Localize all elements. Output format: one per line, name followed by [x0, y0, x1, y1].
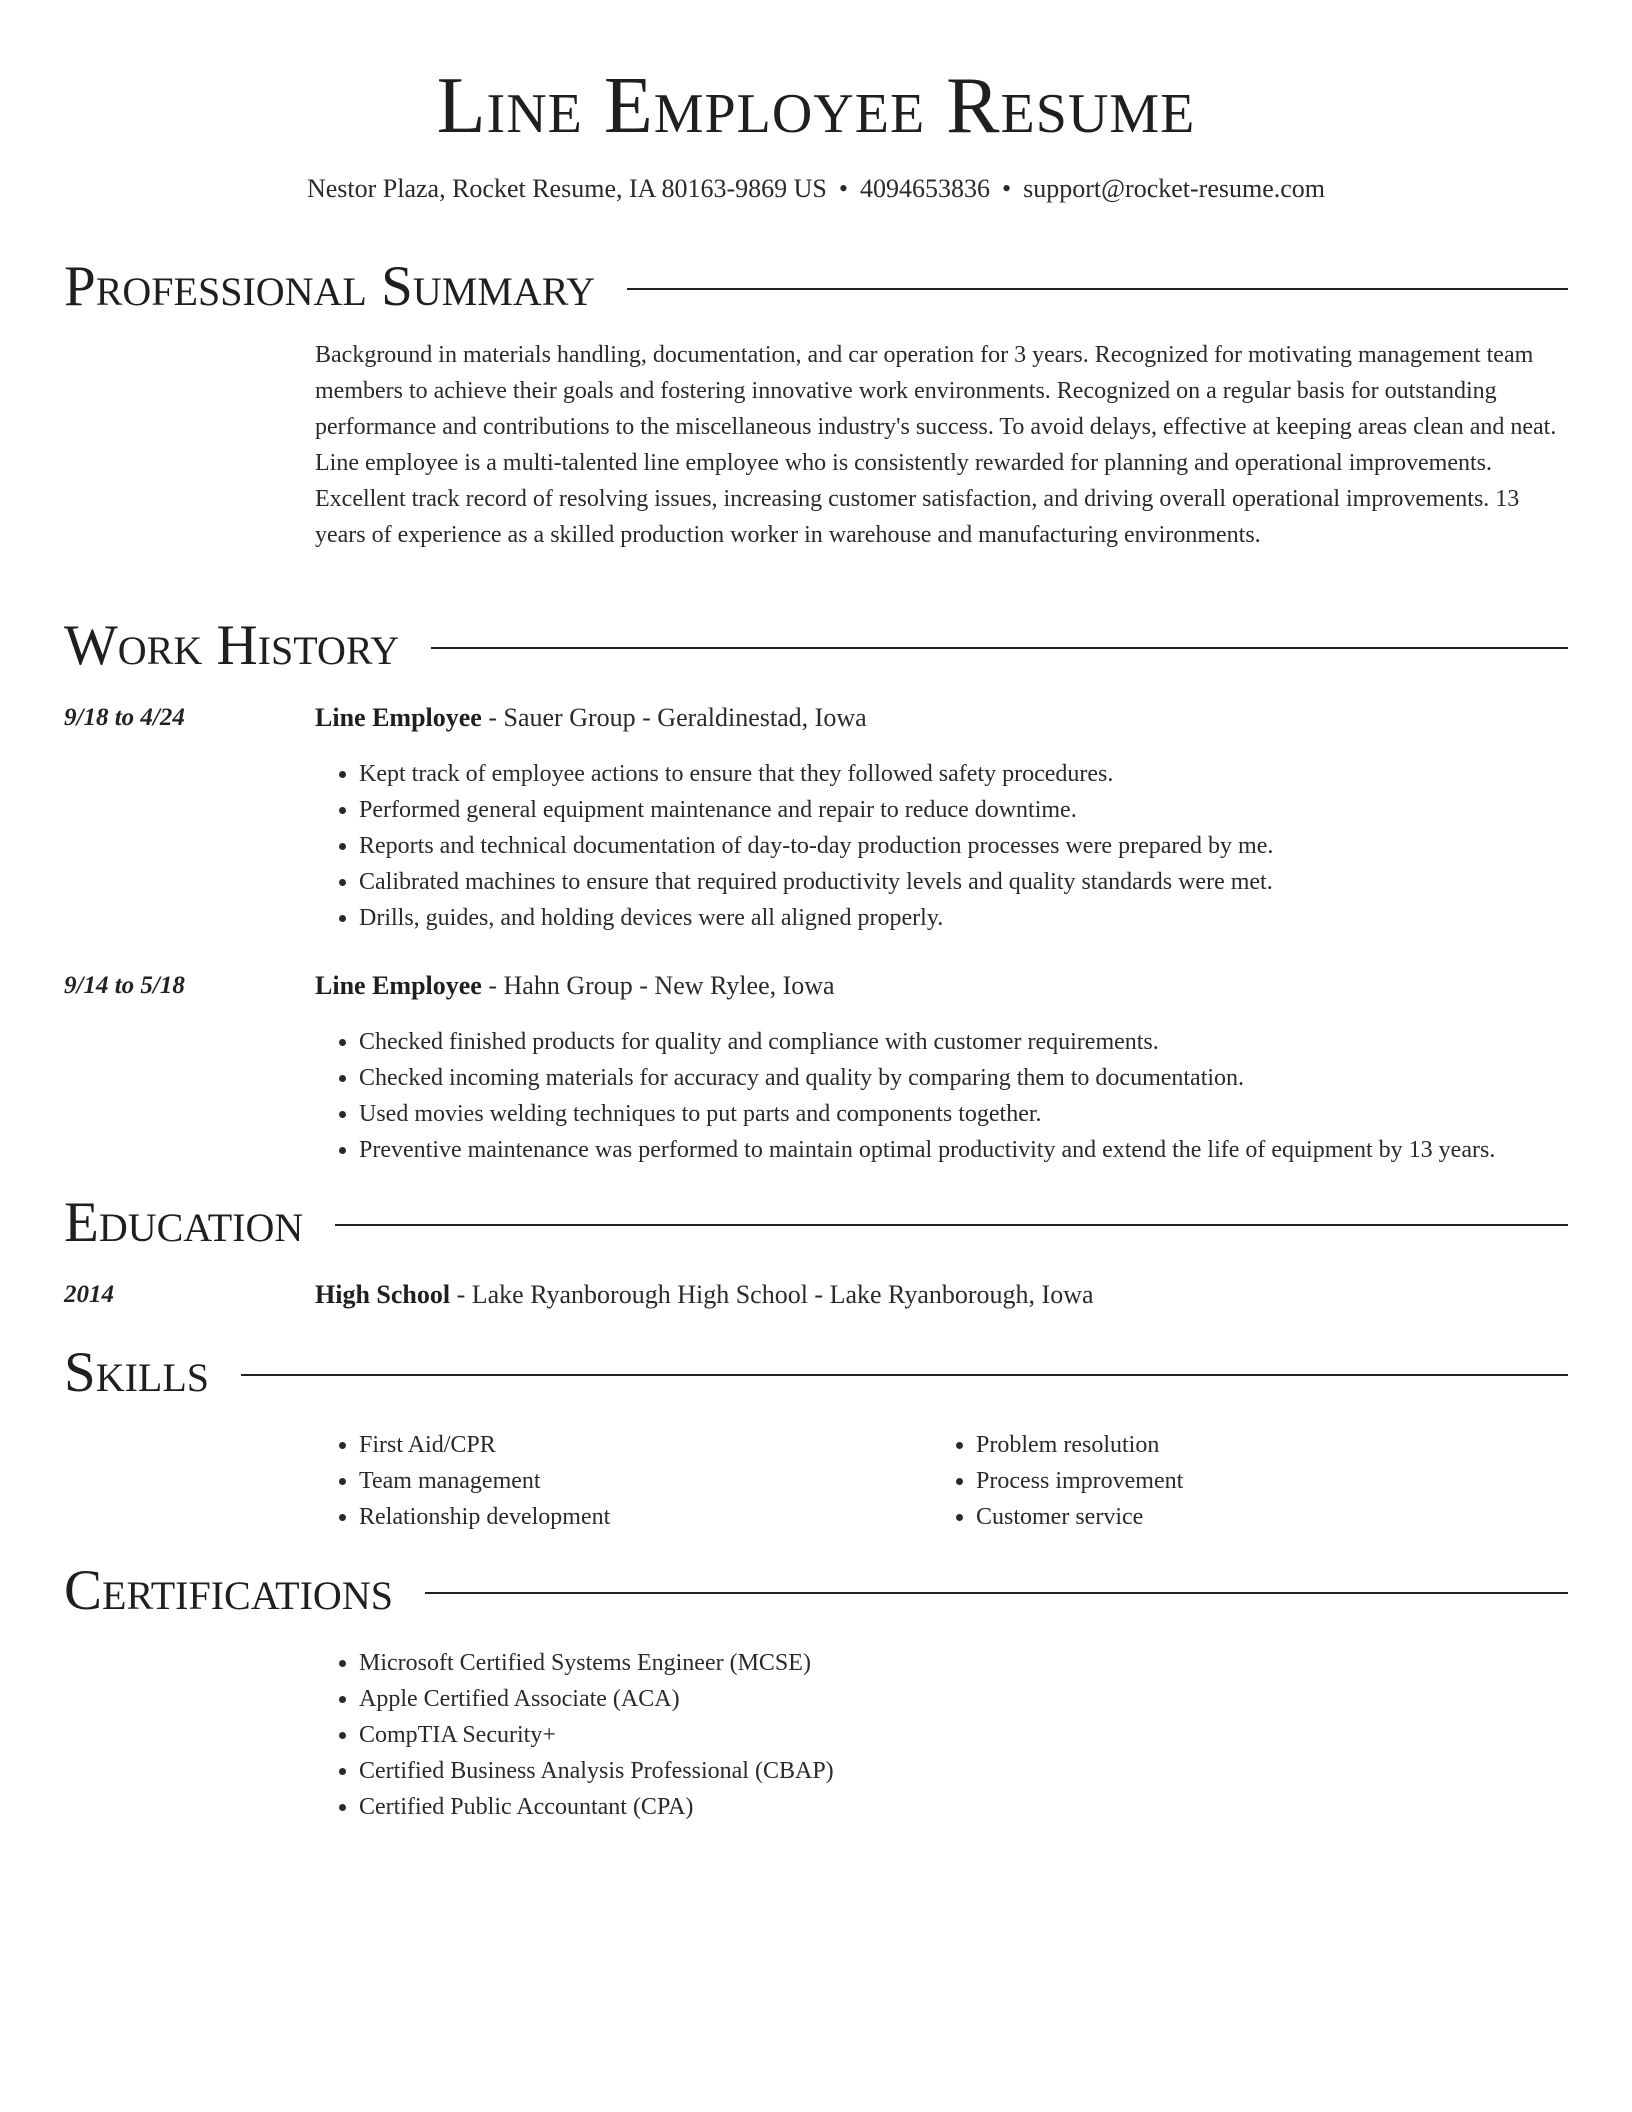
job-heading — [315, 700, 867, 736]
job-dates: 9/14 to 5/18 — [64, 972, 185, 999]
education-degree: High School — [315, 1280, 451, 1309]
section-divider — [241, 1374, 1568, 1376]
list-item: • Preventive maintenance was performed to maintain optimal productivity and extend the life of equipment by 13 years. — [359, 1132, 1619, 1168]
list-item: • Relationship development — [359, 1499, 932, 1535]
list-item: • Microsoft Certified Systems Engineer (MCSE) — [359, 1645, 1619, 1681]
section-title: Work History — [64, 614, 400, 677]
list-item: • CompTIA Security+ — [359, 1717, 1619, 1753]
skills-list-left — [315, 1427, 932, 1535]
section-title: Education — [64, 1191, 304, 1254]
summary-text: Background in materials handling, documentation, and car operation for 3 years. Recognized for motivating management team members to achieve their goals and fostering innovative work environments. Recognized on a regular basis for outstanding performance and contributions to the miscellaneous industry's success. To avoid delays, effective at keeping areas clean and neat. Line employee is a multi-talented line employee who is consistently rewarded for planning and operational improvements. Excellent track record of resolving issues, increasing customer satisfaction, and driving overall operational improvements. 13 years of experience as a skilled production worker in warehouse and manufacturing environments. — [315, 342, 1557, 548]
job-details: - Hahn Group - New Rylee, Iowa — [481, 971, 835, 1000]
job-title: Line Employee — [315, 971, 482, 1000]
list-item: • Certified Public Accountant (CPA) — [359, 1789, 1619, 1825]
section-skills — [64, 1339, 1568, 1407]
resume-title: Line Employee Resume — [436, 62, 1196, 150]
list-item: • Apple Certified Associate (ACA) — [359, 1681, 1619, 1717]
section-professional-summary — [64, 253, 1568, 321]
education-heading — [315, 1277, 1094, 1313]
job-duties-list — [315, 756, 1619, 936]
certifications-list — [315, 1645, 1619, 1825]
contact-address: Nestor Plaza, Rocket Resume, IA 80163-9869 US — [306, 174, 827, 203]
section-divider — [335, 1224, 1568, 1226]
list-item: • Checked finished products for quality and compliance with customer requirements. — [359, 1024, 1619, 1060]
section-divider — [425, 1592, 1568, 1594]
section-work-history — [64, 612, 1568, 680]
list-item: • First Aid/CPR — [359, 1427, 932, 1463]
skills-list-right — [932, 1427, 1549, 1535]
contact-phone: 4094653836 — [860, 174, 990, 203]
list-item: • Problem resolution — [976, 1427, 1549, 1463]
section-certifications — [64, 1557, 1568, 1625]
list-item: • Process improvement — [976, 1463, 1549, 1499]
skills-columns — [315, 1427, 1565, 1535]
list-item: • Kept track of employee actions to ensure that they followed safety procedures. — [359, 756, 1619, 792]
list-item: • Used movies welding techniques to put parts and components together. — [359, 1096, 1619, 1132]
list-item: • Reports and technical documentation of day-to-day production processes were prepared by me. — [359, 828, 1619, 864]
job-title: Line Employee — [315, 703, 482, 732]
section-education — [64, 1189, 1568, 1257]
section-title: Professional Summary — [64, 255, 596, 318]
section-divider — [431, 647, 1568, 649]
job-details: - Sauer Group - Geraldinestad, Iowa — [481, 703, 867, 732]
job-duties-list — [315, 1024, 1619, 1168]
list-item: • Team management — [359, 1463, 932, 1499]
contact-separator: • — [1002, 174, 1012, 203]
list-item: • Drills, guides, and holding devices were all aligned properly. — [359, 900, 1619, 936]
list-item: • Checked incoming materials for accuracy and quality by comparing them to documentation. — [359, 1060, 1619, 1096]
list-item: • Customer service — [976, 1499, 1549, 1535]
contact-email: support@rocket-resume.com — [1023, 174, 1326, 203]
list-item: • Calibrated machines to ensure that required productivity levels and quality standards were met. — [359, 864, 1619, 900]
job-heading — [315, 968, 835, 1004]
education-details: - Lake Ryanborough High School - Lake Ryanborough, Iowa — [450, 1280, 1094, 1309]
section-title: Certifications — [64, 1559, 393, 1622]
job-dates: 9/18 to 4/24 — [64, 704, 185, 731]
contact-separator: • — [838, 174, 848, 203]
contact-line — [0, 171, 1632, 207]
education-year: 2014 — [64, 1281, 114, 1308]
section-divider — [627, 288, 1568, 290]
section-title: Skills — [64, 1341, 210, 1404]
list-item: • Certified Business Analysis Professional (CBAP) — [359, 1753, 1619, 1789]
list-item: • Performed general equipment maintenance and repair to reduce downtime. — [359, 792, 1619, 828]
